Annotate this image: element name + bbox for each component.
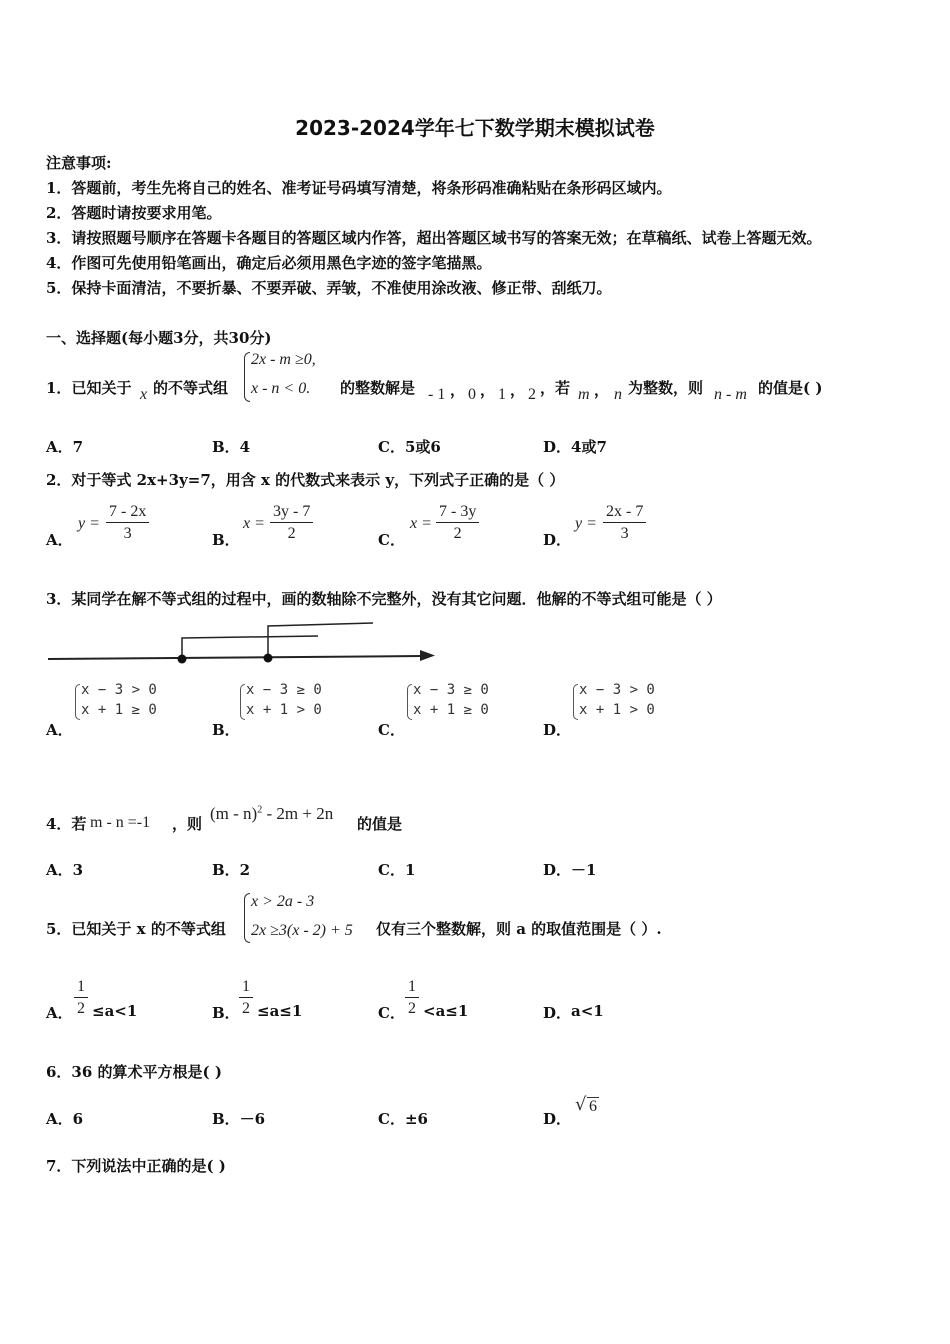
q3-system-line-2: x + 1 ≥ 0 (413, 702, 489, 718)
q4-option-a[interactable]: A．3 (46, 861, 84, 879)
q5-system-line-1: x > 2a - 3 (251, 893, 315, 910)
q3-option-label: D． (543, 721, 572, 739)
q2-option-label: D． (543, 531, 572, 549)
q5-system-line-2: 2x ≥3(x - 2) + 5 (251, 922, 353, 939)
number-line-bracket-2 (268, 623, 373, 658)
q1-option-d[interactable]: D．4或7 (543, 438, 607, 456)
q2-lhs: x = (243, 515, 265, 532)
number-line-arrow (420, 650, 435, 661)
q3-system-brace (407, 684, 412, 720)
q6-option-a[interactable]: A．6 (46, 1110, 84, 1128)
notice-heading: 注意事项: (46, 154, 112, 172)
q3-system-line-1: x − 3 > 0 (579, 682, 655, 698)
q4-option-b[interactable]: B．2 (212, 861, 251, 879)
q2-fraction: $\frac{3y - 7}{2}$ (270, 502, 313, 545)
q3-option-label: A． (46, 721, 73, 739)
q4-option-c[interactable]: C．1 (378, 861, 416, 879)
q2-option-label: B． (212, 531, 240, 549)
q3-stem: 3．某同学在解不等式组的过程中，画的数轴除不完整外，没有其它问题．他解的不等式组可能是（ ） (46, 590, 722, 608)
q1-comma: ， (594, 381, 610, 399)
q1-system-line-2: x - n < 0. (251, 380, 311, 397)
q1-var-n: n (614, 386, 622, 403)
q3-system-line-1: x − 3 > 0 (81, 682, 157, 698)
q6-sqrt-argument: 6 (589, 1098, 597, 1115)
q1-option-c[interactable]: C．5或6 (378, 438, 441, 456)
q6-option-b[interactable]: B．－6 (212, 1110, 266, 1128)
notice-item: 3．请按照题号顺序在答题卡各题目的答题区域内作答，超出答题区域书写的答案无效；在草稿纸、试卷上答题无效。 (46, 229, 822, 247)
q1-value: 1 (498, 386, 506, 403)
q2-option-label: A． (46, 531, 73, 549)
q2-fraction: $\frac{2x - 7}{3}$ (603, 502, 646, 545)
q7-stem: 7．下列说法中正确的是( ) (46, 1157, 226, 1175)
section-heading: 一、选择题(每小题3分，共30分) (46, 329, 272, 347)
q3-system-line-2: x + 1 > 0 (579, 702, 655, 718)
q1-stem-6: 的值是( ) (758, 379, 823, 397)
q3-system-brace (240, 684, 245, 720)
page-title: 2023-2024学年七下数学期末模拟试卷 (295, 116, 655, 140)
q5-fraction: $\frac{1}{2}$ (405, 977, 419, 1020)
q3-option-d[interactable] (543, 682, 693, 737)
q5-option-d[interactable] (543, 977, 703, 1027)
q6-option-label: D． (543, 1110, 572, 1128)
q3-system-line-1: x − 3 ≥ 0 (413, 682, 489, 698)
q5-option-b[interactable] (212, 977, 372, 1027)
number-line-bracket-1 (182, 636, 318, 659)
q2-lhs: y = (78, 515, 100, 532)
q4-option-d[interactable]: D．－1 (543, 861, 597, 879)
q2-fraction: $\frac{7 - 2x}{3}$ (106, 502, 149, 545)
q1-stem-1: 1．已知关于 (46, 379, 132, 397)
q1-system-brace (244, 352, 250, 402)
q6-option-c[interactable]: C．±6 (378, 1110, 428, 1128)
q1-comma: ， (480, 381, 496, 399)
q2-lhs: y = (575, 515, 597, 532)
q3-system-line-1: x − 3 ≥ 0 (246, 682, 322, 698)
q3-option-label: C． (378, 721, 405, 739)
q1-stem-3: 的整数解是 (340, 379, 416, 397)
q5-option-c[interactable] (378, 977, 538, 1027)
q1-stem-4: ，若 (540, 379, 571, 397)
q1-option-a[interactable]: A．7 (46, 438, 84, 456)
q1-comma: ， (510, 381, 526, 399)
q1-system-line-1: 2x - m ≥0, (251, 351, 316, 368)
q5-stem-1: 5．已知关于 x 的不等式组 (46, 920, 226, 938)
q1-comma: ， (450, 381, 466, 399)
number-line-figure (40, 612, 450, 672)
q3-option-b[interactable] (212, 682, 362, 737)
q1-var-m: m (578, 386, 590, 403)
q3-option-c[interactable] (378, 682, 528, 737)
q4-stem-3: 的值是 (357, 815, 403, 833)
q3-system-brace (573, 684, 578, 720)
q3-option-label: B． (212, 721, 240, 739)
q6-stem: 6．36 的算术平方根是( ) (46, 1063, 222, 1081)
q4-stem-2: ，则 (172, 815, 203, 833)
notice-item: 5．保持卡面清洁，不要折暴、不要弄破、弄皱，不准使用涂改液、修正带、刮纸刀。 (46, 279, 612, 297)
q5-fraction: $\frac{1}{2}$ (74, 977, 88, 1020)
q3-system-line-2: x + 1 > 0 (246, 702, 322, 718)
q2-lhs: x = (410, 515, 432, 532)
q1-option-b[interactable]: B．4 (212, 438, 251, 456)
q3-system-line-2: x + 1 ≥ 0 (81, 702, 157, 718)
number-line-point-1 (178, 655, 187, 664)
notice-item: 2．答题时请按要求用笔。 (46, 204, 222, 222)
q1-value: - 1 (428, 386, 446, 403)
q2-option-label: C． (378, 531, 405, 549)
q5-option-a[interactable] (46, 977, 206, 1027)
q2-fraction: $\frac{7 - 3y}{2}$ (436, 502, 479, 545)
q5-option-label: D． (543, 1004, 572, 1022)
q1-stem-5: 为整数，则 (628, 379, 704, 397)
q5-option-label: A． (46, 1004, 73, 1022)
q5-option-range: a<1 (571, 1002, 604, 1020)
q5-option-range: ≤a≤1 (257, 1002, 303, 1020)
q1-value: 0 (468, 386, 476, 403)
q5-option-label: B． (212, 1004, 240, 1022)
q5-fraction: $\frac{1}{2}$ (239, 977, 253, 1020)
q4-condition: m - n =-1 (90, 814, 151, 831)
q3-option-a[interactable] (46, 682, 196, 737)
q2-stem: 2．对于等式 2x+3y=7，用含 x 的代数式来表示 y，下列式子正确的是（ ） (46, 471, 565, 489)
q1-var-x: x (140, 386, 148, 403)
notice-item: 4．作图可先使用铅笔画出，确定后必须用黑色字迹的签字笔描黑。 (46, 254, 492, 272)
q3-system-brace (75, 684, 80, 720)
q5-option-label: C． (378, 1004, 405, 1022)
notice-item: 1．答题前，考生先将自己的姓名、准考证号码填写清楚，将条形码准确粘贴在条形码区域内。 (46, 179, 672, 197)
q4-expression: (m - n)$^2$ - 2m + 2n (210, 804, 334, 823)
q1-value: 2 (528, 386, 536, 403)
q5-option-range: <a≤1 (423, 1002, 469, 1020)
q4-stem-1: 4．若 (46, 815, 87, 833)
q5-system-brace (244, 893, 250, 943)
q6-option-d[interactable] (543, 1094, 623, 1130)
q1-stem-2: 的不等式组 (153, 379, 229, 397)
q5-option-range: ≤a<1 (92, 1002, 138, 1020)
q1-expression: n - m (714, 386, 747, 403)
number-line-axis (48, 656, 422, 659)
sqrt-icon: √ (575, 1094, 587, 1115)
q5-stem-2: 仅有三个整数解，则 a 的取值范围是（ ）. (376, 920, 662, 938)
number-line-point-2 (264, 654, 273, 663)
